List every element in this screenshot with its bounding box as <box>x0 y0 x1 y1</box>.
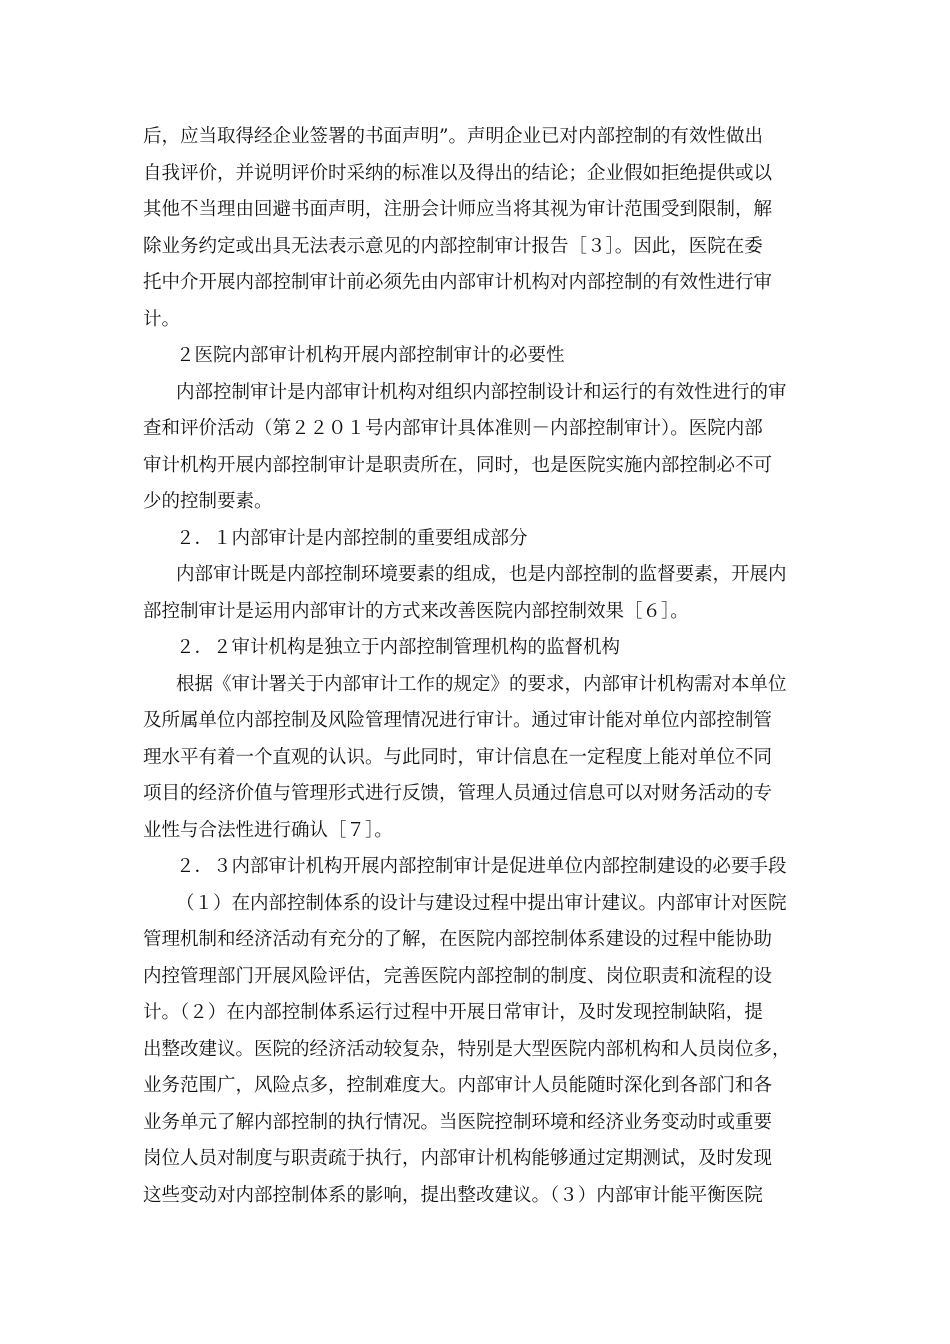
section-heading: ２．１内部审计是内部控制的重要组成部分 <box>176 527 528 549</box>
paragraph-line: 查和评价活动（第２２０１号内部审计具体准则－内部控制审计）。医院内部 <box>143 418 763 439</box>
section-heading: ２．３内部审计机构开展内部控制审计是促进单位内部控制建设的必要手段 <box>176 856 787 877</box>
paragraph-line: 内控管理部门开展风险评估，完善医院内部控制的制度、岗位职责和流程的设 <box>143 965 773 987</box>
paragraph-line: 业务范围广，风险点多，控制难度大。内部审计人员能随时深化到各部门和各 <box>143 1075 773 1096</box>
paragraph-line: 项目的经济价值与管理形式进行反馈，管理人员通过信息可以对财务活动的专 <box>143 783 773 804</box>
paragraph-line: 理水平有着一个直观的认识。与此同时，审计信息在一定程度上能对单位不同 <box>143 746 773 768</box>
document-body <box>143 119 808 1214</box>
paragraph-line: 审计机构开展内部控制审计是职责所在，同时，也是医院实施内部控制必不可 <box>143 454 773 476</box>
section-heading: ２．２审计机构是独立于内部控制管理机构的监督机构 <box>176 637 621 658</box>
paragraph-line: 计。 <box>143 308 181 330</box>
paragraph-line: 计。（２）在内部控制体系运行过程中开展日常审计，及时发现控制缺陷，提 <box>143 1002 763 1023</box>
paragraph-line: 内部审计既是内部控制环境要素的组成，也是内部控制的监督要素，开展内 <box>176 564 787 585</box>
paragraph-line: 除业务约定或出具无法表示意见的内部控制审计报告［３］。因此，医院在委 <box>143 235 763 257</box>
paragraph-line: 这些变动对内部控制体系的影响，提出整改建议。（３）内部审计能平衡医院 <box>143 1184 763 1206</box>
paragraph-line: 后，应当取得经企业签署的书面声明”。声明企业已对内部控制的有效性做出 <box>143 126 763 147</box>
paragraph-line: 出整改建议。医院的经济活动较复杂，特别是大型医院内部机构和人员岗位多， <box>143 1038 791 1060</box>
paragraph-line: （１）在内部控制体系的设计与建设过程中提出审计建议。内部审计对医院 <box>176 892 787 914</box>
paragraph-line: 业性与合法性进行确认［７］。 <box>143 819 393 841</box>
paragraph-line: 自我评价，并说明评价时采纳的标准以及得出的结论；企业假如拒绝提供或以 <box>143 162 773 184</box>
paragraph-line: 及所属单位内部控制及风险管理情况进行审计。通过审计能对单位内部控制管 <box>143 710 773 731</box>
paragraph-line: 岗位人员对制度与职责疏于执行，内部审计机构能够通过定期测试，及时发现 <box>143 1148 773 1169</box>
paragraph-line: 托中介开展内部控制审计前必须先由内部审计机构对内部控制的有效性进行审 <box>143 272 773 293</box>
paragraph-line: 内部控制审计是内部审计机构对组织内部控制设计和运行的有效性进行的审 <box>176 381 787 403</box>
paragraph-line: 少的控制要素。 <box>143 491 273 512</box>
paragraph-line: 部控制审计是运用内部审计的方式来改善医院内部控制效果［６］。 <box>143 600 689 622</box>
paragraph-line: 其他不当理由回避书面声明，注册会计师应当将其视为审计范围受到限制，解 <box>143 199 773 220</box>
paragraph-line: 根据《审计署关于内部审计工作的规定》的要求，内部审计机构需对本单位 <box>176 673 787 695</box>
section-heading: ２医院内部审计机构开展内部控制审计的必要性 <box>176 345 565 366</box>
paragraph-line: 业务单元了解内部控制的执行情况。当医院控制环境和经济业务变动时或重要 <box>143 1111 773 1133</box>
paragraph-line: 管理机制和经济活动有充分的了解，在医院内部控制体系建设的过程中能协助 <box>143 929 773 950</box>
